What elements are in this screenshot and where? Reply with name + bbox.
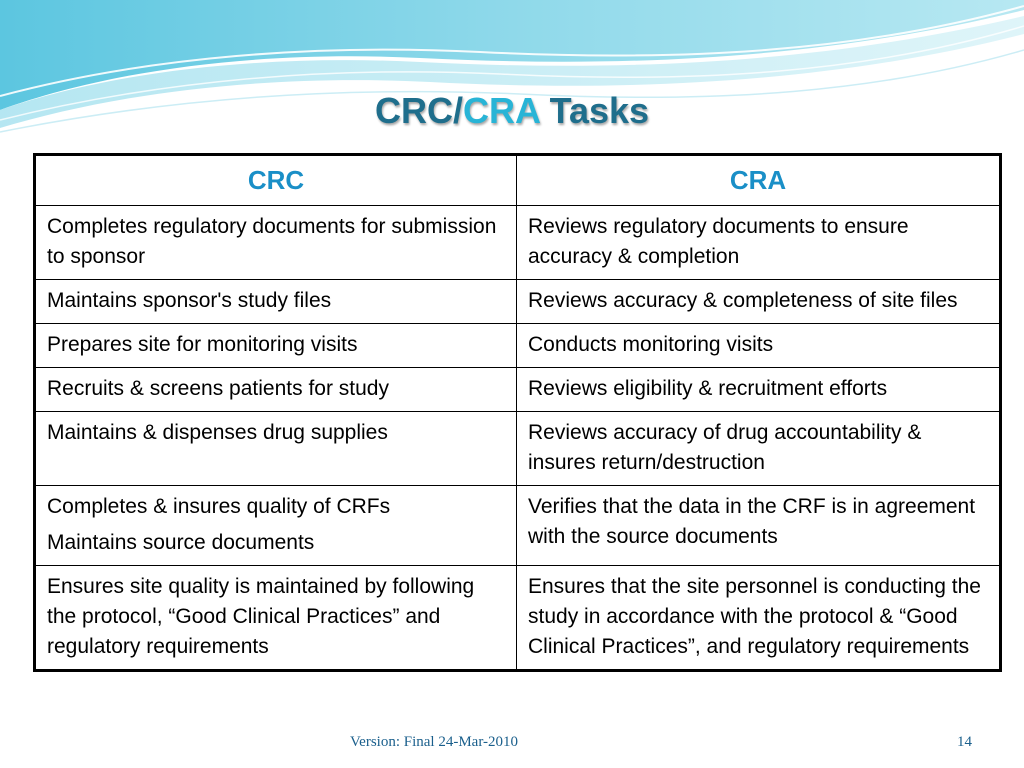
table-row — [35, 412, 1001, 486]
cell-text: Maintains source documents — [47, 531, 315, 554]
cell-cra — [517, 412, 1001, 486]
cell-text: Reviews regulatory documents to ensure accuracy & completion — [528, 215, 909, 268]
cell-text: Reviews accuracy & completeness of site files — [528, 289, 958, 312]
cell-cra — [517, 368, 1001, 412]
column-header-cra: CRA — [517, 155, 1001, 206]
cell-text: Maintains & dispenses drug supplies — [47, 421, 388, 444]
column-header-crc: CRC — [35, 155, 517, 206]
cell-cra — [517, 280, 1001, 324]
title-part-crc: CRC/ — [374, 90, 463, 131]
cell-cra — [517, 486, 1001, 566]
table-body — [35, 206, 1001, 671]
version-footer: Version: Final 24-Mar-2010 — [350, 734, 519, 750]
table-row — [35, 566, 1001, 671]
cell-crc — [35, 280, 517, 324]
table-row — [35, 368, 1001, 412]
tasks-table — [33, 153, 1002, 672]
table-row — [35, 324, 1001, 368]
cell-cra — [517, 566, 1001, 671]
cell-crc — [35, 486, 517, 566]
cell-text: Conducts monitoring visits — [528, 333, 774, 356]
cell-text: Reviews accuracy of drug accountability & insures return/destruction — [528, 421, 922, 474]
table-header-row — [35, 155, 1001, 206]
cell-text: Completes & insures quality of CRFs — [47, 495, 391, 518]
cell-text: Ensures site quality is maintained by following the protocol, “Good Clinical Practices” and regulatory requirements — [47, 575, 475, 658]
cell-crc — [35, 324, 517, 368]
cell-text: Completes regulatory documents for submission to sponsor — [47, 215, 497, 268]
cell-text: Verifies that the data in the CRF is in agreement with the source documents — [528, 495, 976, 548]
table-row — [35, 206, 1001, 280]
cell-crc — [35, 412, 517, 486]
cell-text: Prepares site for monitoring visits — [47, 333, 358, 356]
cell-text: Ensures that the site personnel is conducting the study in accordance with the protocol & “Good Clinical Practices”, and regulatory requirements — [528, 575, 981, 658]
cell-cra — [517, 324, 1001, 368]
cell-crc — [35, 368, 517, 412]
page-title — [0, 90, 1024, 132]
cell-text: Maintains sponsor's study files — [47, 289, 332, 312]
cell-text: Recruits & screens patients for study — [47, 377, 389, 400]
cell-crc — [35, 566, 517, 671]
table-row — [35, 280, 1001, 324]
title-part-tasks: Tasks — [539, 90, 650, 131]
table-row — [35, 486, 1001, 566]
cell-cra — [517, 206, 1001, 280]
page-number: 14 — [957, 734, 972, 750]
cell-text: Reviews eligibility & recruitment efforts — [528, 377, 888, 400]
cell-crc — [35, 206, 517, 280]
title-part-cra: CRA — [462, 90, 540, 131]
